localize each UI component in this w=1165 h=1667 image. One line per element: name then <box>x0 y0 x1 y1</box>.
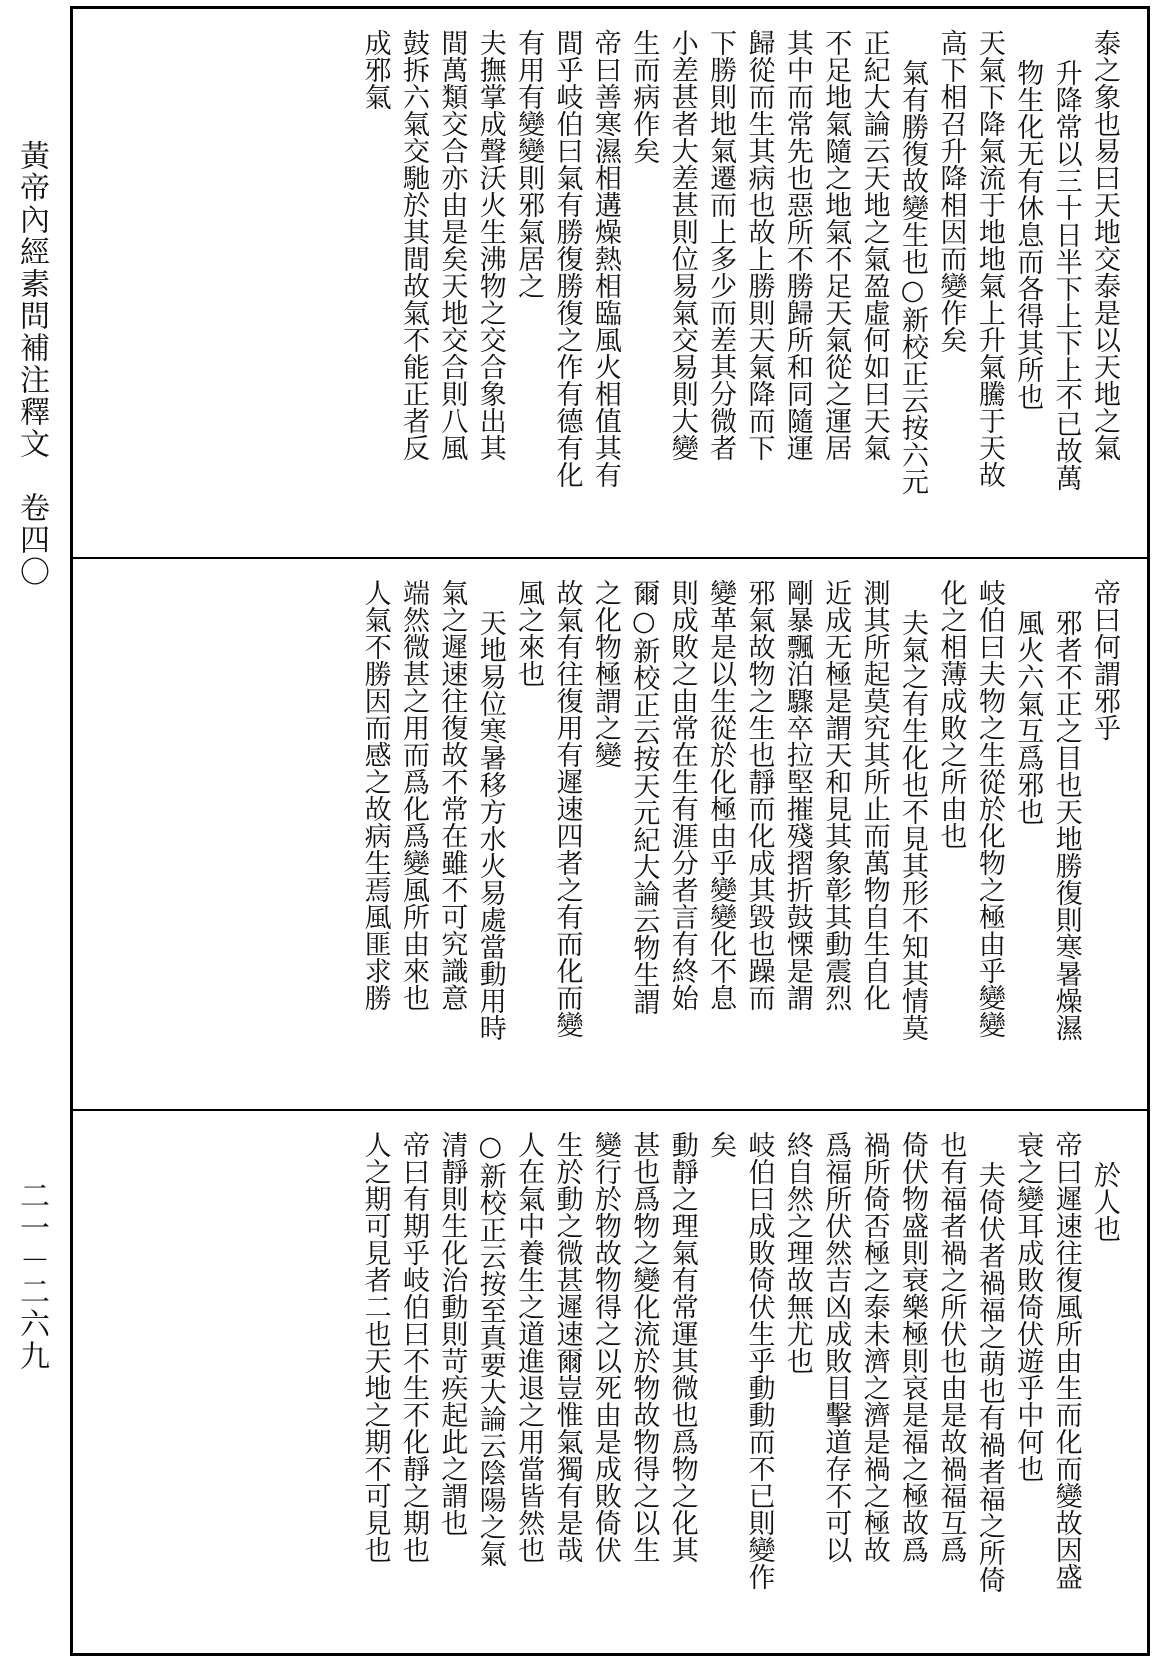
text-column: 高下相召升降相因而變作矣 <box>935 29 967 353</box>
text-band-lower <box>73 1111 1147 1653</box>
text-column: 甚也爲物之變化流於物故物得之以生 <box>628 1131 660 1563</box>
text-column: 鼓拆六氣交馳於其間故氣不能正者反 <box>397 29 429 461</box>
text-column: 歸從而生其病也故上勝則天氣降而下 <box>743 29 775 461</box>
text-column: 風之來也 <box>513 579 545 687</box>
text-column: 禍所倚否極之泰未濟之濟是禍之極故 <box>858 1131 890 1563</box>
text-column: 小差甚者大差甚則位易氣交易則大變 <box>666 29 698 461</box>
text-column: 成邪氣 <box>359 29 391 110</box>
page-number-margin: 二一－二六九 <box>14 1180 49 1372</box>
text-column: 夫撫掌成聲沃火生沸物之交合象出其 <box>474 29 506 461</box>
text-band-upper <box>73 9 1147 559</box>
text-column: 生而病作矣 <box>628 29 660 164</box>
text-column: 正紀大論云天地之氣盈虛何如曰天氣 <box>858 29 890 461</box>
text-column: 爾○新校正云按天元紀大論云物生謂 <box>628 579 660 1015</box>
text-column: 邪氣故物之生也靜而化成其毀也躁而 <box>743 579 775 1011</box>
text-column: 岐伯曰夫物之生從於化物之極由乎變變 <box>973 579 1005 1038</box>
text-column: 夫氣之有生化也不見其形不知其情莫 <box>897 609 929 1041</box>
text-band-middle <box>73 559 1147 1111</box>
text-column: 其中而常先也惡所不勝歸所和同隨運 <box>781 29 813 461</box>
text-column: 下勝則地氣遷而上多少而差其分微者 <box>705 29 737 461</box>
text-column: 間萬類交合亦由是矣天地交合則八風 <box>436 29 468 461</box>
text-column: 邪者不正之目也天地勝復則寒暑燥濕 <box>1050 609 1082 1041</box>
text-column: 矣 <box>705 1131 737 1158</box>
text-column: 帝曰有期乎岐伯曰不生不化靜之期也 <box>397 1131 429 1563</box>
text-column: 帝曰遲速往復風所由生而化而變故因盛 <box>1050 1131 1082 1590</box>
text-column: 風火六氣互爲邪也 <box>1012 609 1044 825</box>
page-frame <box>70 6 1150 1656</box>
text-column: 變行於物故物得之以死由是成敗倚伏 <box>589 1131 621 1563</box>
text-column: 於人也 <box>1089 1161 1120 1242</box>
text-column: 測其所起莫究其所止而萬物自生自化 <box>858 579 890 1011</box>
text-column: 倚伏物盛則衰樂極則哀是福之極故爲 <box>897 1131 929 1563</box>
text-column: 天氣下降氣流于地地氣上升氣騰于天故 <box>973 29 1005 488</box>
text-column: 終自然之理故無尤也 <box>781 1131 813 1374</box>
text-column: 化之相薄成敗之所由也 <box>935 579 967 849</box>
text-column: 動靜之理氣有常運其微也爲物之化其 <box>666 1131 698 1563</box>
text-column: 生於動之微甚遲速爾豈惟氣獨有是哉 <box>551 1131 583 1563</box>
text-column: 岐伯曰成敗倚伏生乎動動而不已則變作 <box>743 1131 775 1590</box>
book-title-margin: 黃帝內經素問補注釋文 卷四〇 <box>14 140 49 588</box>
text-column: 人在氣中養生之道進退之用當皆然也 <box>513 1131 545 1563</box>
text-column: 衰之變耳成敗倚伏遊乎中何也 <box>1012 1131 1044 1482</box>
text-column: 升降常以三十日半下上下上不已故萬 <box>1050 59 1082 491</box>
text-column: 人之期可見者二也天地之期不可見也 <box>359 1131 391 1563</box>
text-column: 爲福所伏然吉凶成敗目擊道存不可以 <box>820 1131 852 1563</box>
text-column: 則成敗之由常在生有涯分者言有終始 <box>666 579 698 1011</box>
text-column: 故氣有往復用有遲速四者之有而化而變 <box>551 579 583 1038</box>
text-column: 有用有變變則邪氣居之 <box>513 29 545 299</box>
text-column: 物生化无有休息而各得其所也 <box>1012 59 1044 410</box>
text-column: ○新校正云按至真要大論云陰陽之氣 <box>474 1131 506 1567</box>
text-column: 氣之遲速往復故不常在雖不可究識意 <box>436 579 468 1011</box>
text-column: 氣有勝復故變生也○新校正云按六元 <box>897 59 929 495</box>
text-column: 泰之象也易曰天地交泰是以天地之氣 <box>1089 29 1120 461</box>
text-column: 之化物極謂之變 <box>589 579 621 768</box>
text-column: 也有福者禍之所伏也由是故禍福互爲 <box>935 1131 967 1563</box>
text-column: 近成无極是謂天和見其象彰其動震烈 <box>820 579 852 1011</box>
text-column: 帝曰何謂邪乎 <box>1089 579 1120 741</box>
text-column: 變革是以生從於化極由乎變變化不息 <box>705 579 737 1011</box>
text-column: 天地易位寒暑移方水火易處當動用時 <box>474 609 506 1041</box>
text-column: 剛暴飄泊驟卒拉堅摧殘摺折鼓慄是謂 <box>781 579 813 1011</box>
text-column: 間乎岐伯曰氣有勝復勝復之作有德有化 <box>551 29 583 488</box>
text-column: 人氣不勝因而感之故病生焉風匪求勝 <box>359 579 391 1011</box>
text-column: 端然微甚之用而爲化爲變風所由來也 <box>397 579 429 1011</box>
text-column: 清靜則生化治動則苛疾起此之謂也 <box>436 1131 468 1536</box>
text-column: 帝曰善寒濕相遘燥熱相臨風火相值其有 <box>589 29 621 488</box>
text-column: 不足地氣隨之地氣不足天氣從之運居 <box>820 29 852 461</box>
text-column: 夫倚伏者禍福之萌也有禍者福之所倚 <box>973 1161 1005 1593</box>
